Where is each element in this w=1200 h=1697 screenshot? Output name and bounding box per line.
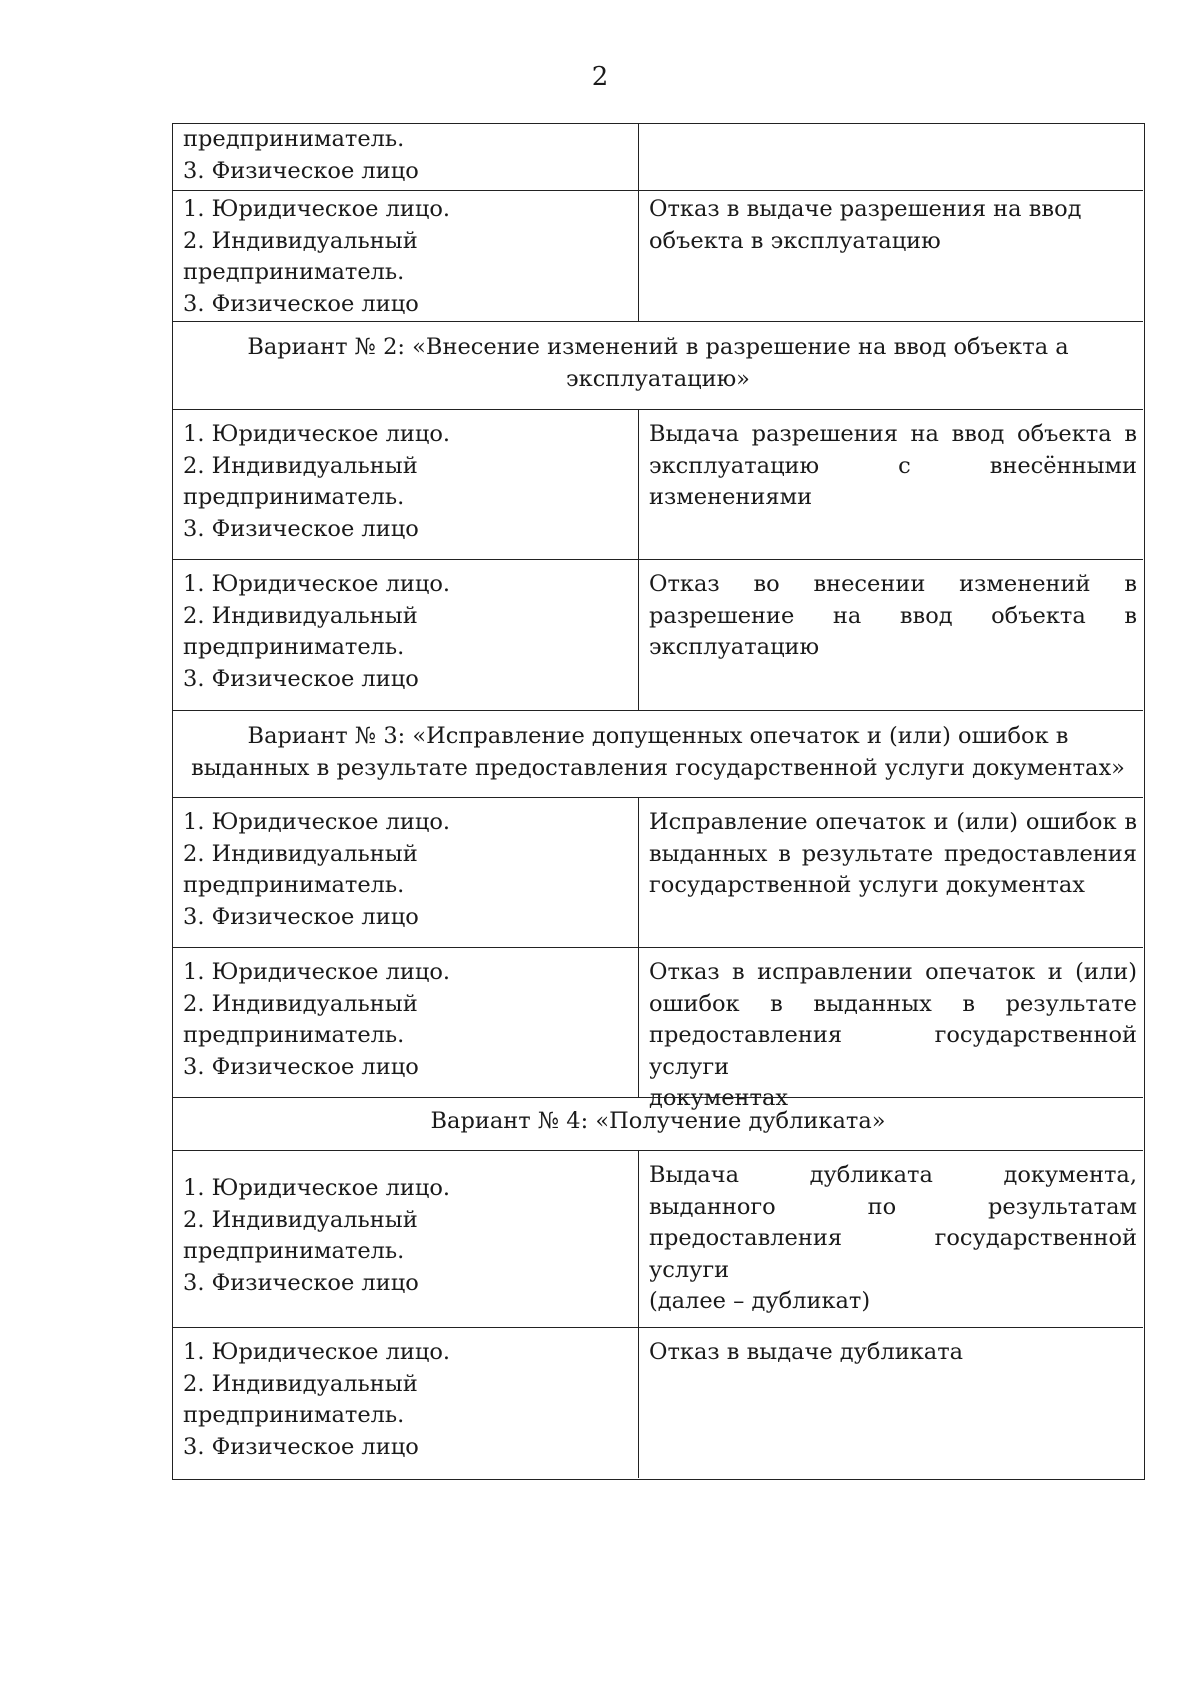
applicant-line: 2. Индивидуальный [183,1370,418,1397]
result-line: изменениями [649,484,813,510]
applicant-line: 3. Физическое лицо [183,515,419,542]
page-number: 2 [591,62,609,92]
variant-heading-line: Вариант № 3: «Исправление допущенных опечаток и (или) ошибок в [247,723,1069,749]
applicant-line: предприниматель. [183,634,405,660]
applicant-line: 3. Физическое лицо [183,1269,419,1296]
result-line: эксплуатацию [649,634,820,660]
result-line: Отказ во внесении изменений в [649,571,1137,597]
applicant-line: 1. Юридическое лицо. [183,1175,451,1201]
variant-3-heading [173,711,1143,797]
variant-heading-line: Вариант № 4: «Получение дубликата» [430,1108,886,1134]
applicant-cell [173,1151,638,1327]
applicant-cell [173,798,638,947]
result-cell [638,1328,1143,1478]
applicant-cell [173,560,638,710]
result-cell [638,1151,1143,1327]
applicant-line: 3. Физическое лицо [183,290,419,317]
applicant-cell [173,191,638,321]
applicant-line: 2. Индивидуальный [183,452,418,479]
table-row [173,124,1143,190]
applicant-cell [173,410,638,559]
applicant-line: предприниматель. [183,126,405,152]
variant-heading-row [173,710,1143,797]
result-line: Выдача разрешения на ввод объекта в [649,421,1137,447]
result-line: разрешение на ввод объекта в [649,602,1137,629]
result-line: Выдача дубликата документа, [649,1162,1137,1188]
applicant-line: 2. Индивидуальный [183,1206,418,1233]
applicant-cell [173,1328,638,1478]
variant-heading-line: эксплуатацию» [566,365,750,392]
result-cell [638,948,1143,1111]
applicant-line: 1. Юридическое лицо. [183,809,451,835]
variant-heading-line: выданных в результате предоставления государственной услуги документах» [191,754,1125,781]
result-cell [638,191,1143,321]
variant-2-heading [173,322,1143,409]
variant-heading-line: Вариант № 2: «Внесение изменений в разрешение на ввод объекта а [247,334,1069,360]
result-line: Отказ в исправлении опечаток и (или) [649,959,1137,985]
applicant-line: 2. Индивидуальный [183,227,418,254]
applicant-line: 2. Индивидуальный [183,602,418,629]
applicant-line: 1. Юридическое лицо. [183,571,451,597]
table-row [173,1327,1143,1478]
result-line: ошибок в выданных в результате [649,990,1137,1017]
result-line: государственной услуги документах [649,872,1085,898]
table-row [173,797,1143,947]
table-row [173,409,1143,559]
result-line: Отказ в выдаче разрешения на ввод [649,196,1082,222]
applicant-line: 1. Юридическое лицо. [183,421,451,447]
applicant-line: 1. Юридическое лицо. [183,959,451,985]
result-cell [638,124,1143,190]
table-row [173,559,1143,710]
result-line: выданного по результатам [649,1193,1137,1220]
applicant-line: предприниматель. [183,1238,405,1264]
result-line: объекта в эксплуатацию [649,227,941,254]
applicant-line: 3. Физическое лицо [183,1053,419,1080]
result-line: эксплуатацию с внесёнными [649,452,1137,479]
applicant-line: 3. Физическое лицо [183,1433,419,1460]
table-row [173,190,1143,321]
applicant-line: 3. Физическое лицо [183,903,419,930]
applicant-line: предприниматель. [183,1022,405,1048]
result-line: предоставления государственной услуги [649,1022,1137,1080]
applicant-line: предприниматель. [183,1402,405,1428]
result-cell [638,798,1143,947]
result-line: (далее – дубликат) [649,1288,871,1314]
table-row [173,1150,1143,1327]
applicant-line: 1. Юридическое лицо. [183,1339,451,1365]
applicant-line: 2. Индивидуальный [183,990,418,1017]
result-line: предоставления государственной услуги [649,1225,1137,1283]
result-line: Исправление опечаток и (или) ошибок в [649,809,1137,835]
applicant-line: 3. Физическое лицо [183,157,419,184]
result-line: выданных в результате предоставления [649,840,1137,867]
result-line: Отказ в выдаче дубликата [649,1339,964,1365]
variant-heading-row [173,321,1143,409]
variant-4-heading [173,1098,1143,1150]
result-cell [638,560,1143,710]
result-cell [638,410,1143,559]
applicant-line: предприниматель. [183,872,405,898]
applicant-line: 1. Юридическое лицо. [183,196,451,222]
applicant-line: предприниматель. [183,259,405,285]
result-line: документах [649,1085,789,1111]
table-row [173,947,1143,1111]
applicant-line: 2. Индивидуальный [183,840,418,867]
services-variants-table [172,123,1145,1480]
applicant-line: 3. Физическое лицо [183,665,419,692]
variant-heading-row [173,1097,1143,1150]
applicant-line: предприниматель. [183,484,405,510]
applicant-cell [173,948,638,1097]
applicant-cell [173,124,638,190]
